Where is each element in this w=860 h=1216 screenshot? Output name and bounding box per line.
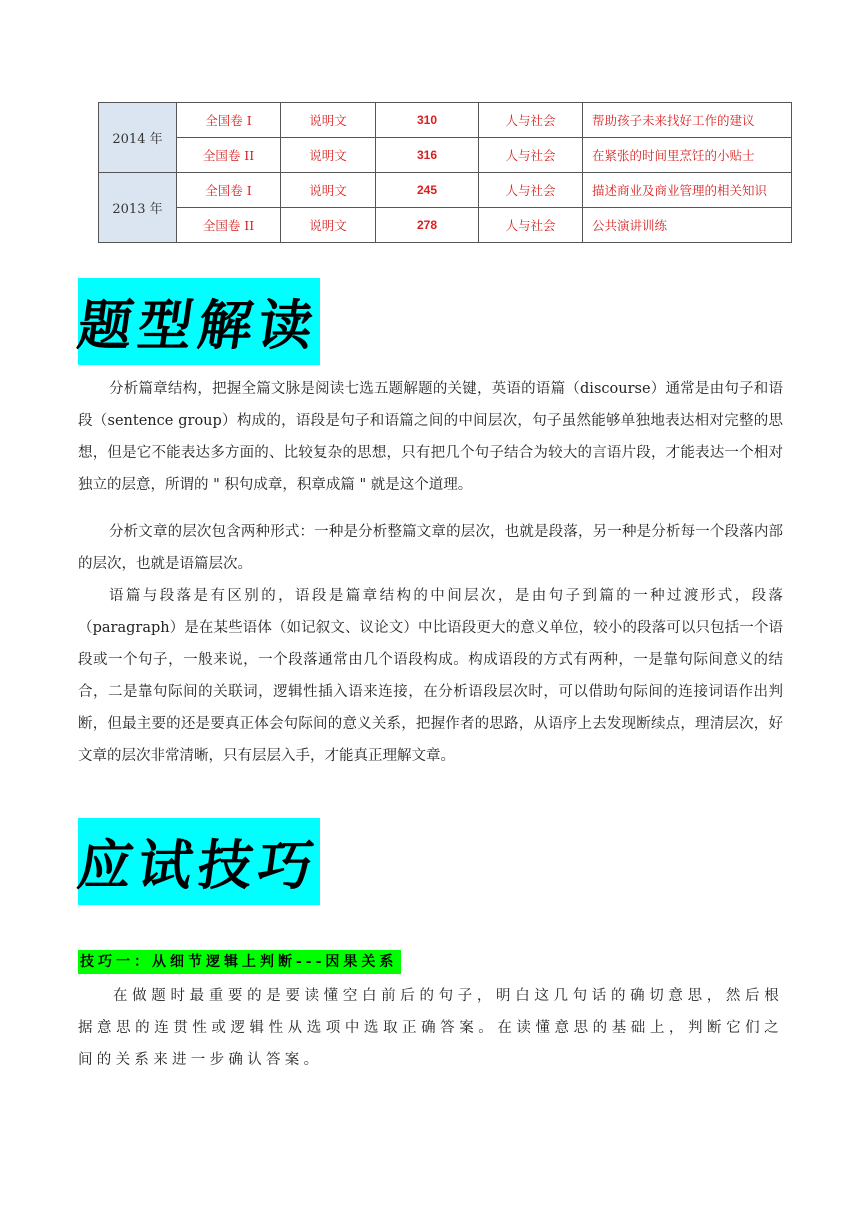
year-cell: 2013 年: [99, 173, 177, 243]
genre-cell: 说明文: [281, 138, 376, 173]
year-cell: 2014 年: [99, 103, 177, 173]
tip-heading: 技巧一：从细节逻辑上判断---因果关系: [78, 950, 401, 974]
theme-cell: 人与社会: [479, 138, 583, 173]
topic-cell: 帮助孩子未来找好工作的建议: [583, 103, 792, 138]
section-banner-question-type: [74, 278, 324, 365]
paragraph: 分析文章的层次包含两种形式：一种是分析整篇文章的层次，也就是段落，另一种是分析每一个段落内部的层次，也就是语篇层次。: [78, 524, 783, 572]
theme-cell: 人与社会: [479, 103, 583, 138]
paper-cell: 全国卷 II: [177, 208, 281, 243]
paragraph: 分析篇章结构，把握全篇文脉是阅读七选五题解题的关键，英语的语篇（discourse）通常是由句子和语段（sentence group）构成的，语段是句子和语篇之间的中间层次，句子虽然能够单独地表达相对完整的思想，但是它不能表达多方面的、比较复杂的思想，只有把几个句子结合为较大的言语片段，才能表达一个相对独立的层意，所谓的 " 积句成章，积章成篇 " 就是这个道理。: [78, 381, 783, 493]
word-count-cell: 245: [376, 173, 479, 208]
paper-cell: 全国卷 I: [177, 103, 281, 138]
paper-cell: 全国卷 I: [177, 173, 281, 208]
topic-cell: 在紧张的时间里烹饪的小贴士: [583, 138, 792, 173]
word-count-cell: 310: [376, 103, 479, 138]
genre-cell: 说明文: [281, 103, 376, 138]
word-count-cell: 278: [376, 208, 479, 243]
table-row: [99, 138, 792, 173]
section-banner-exam-tips: [74, 818, 324, 905]
theme-cell: 人与社会: [479, 173, 583, 208]
word-count-cell: 316: [376, 138, 479, 173]
topic-cell: 描述商业及商业管理的相关知识: [583, 173, 792, 208]
section-title: 题型解读: [74, 293, 324, 357]
table-row: [99, 103, 792, 138]
paper-cell: 全国卷 II: [177, 138, 281, 173]
section-title: 应试技巧: [74, 833, 324, 897]
tip-paragraph: 在做题时最重要的是要读懂空白前后的句子，明白这几句话的确切意思，然后根据意思的连贯性或逻辑性从选项中选取正确答案。在读懂意思的基础上，判断它们之间的关系来进一步确认答案。: [78, 988, 783, 1068]
paragraph: 语篇与段落是有区别的，语段是篇章结构的中间层次，是由句子到篇的一种过渡形式，段落（paragraph）是在某些语体（如记叙文、议论文）中比语段更大的意义单位，较小的段落可以只包括一个语段或一个句子，一般来说，一个段落通常由几个语段构成。构成语段的方式有两种，一是靠句际间意义的结合，二是靠句际间的关联词，逻辑性插入语来连接，在分析语段层次时，可以借助句际间的连接词语作出判断，但最主要的还是要真正体会句际间的意义关系，把握作者的思路，从语序上去发现断续点，理清层次，好文章的层次非常清晰，只有层层入手，才能真正理解文章。: [78, 588, 783, 764]
theme-cell: 人与社会: [479, 208, 583, 243]
genre-cell: 说明文: [281, 208, 376, 243]
exam-table: [98, 102, 792, 243]
table-row: [99, 173, 792, 208]
genre-cell: 说明文: [281, 173, 376, 208]
topic-cell: 公共演讲训练: [583, 208, 792, 243]
table-row: [99, 208, 792, 243]
